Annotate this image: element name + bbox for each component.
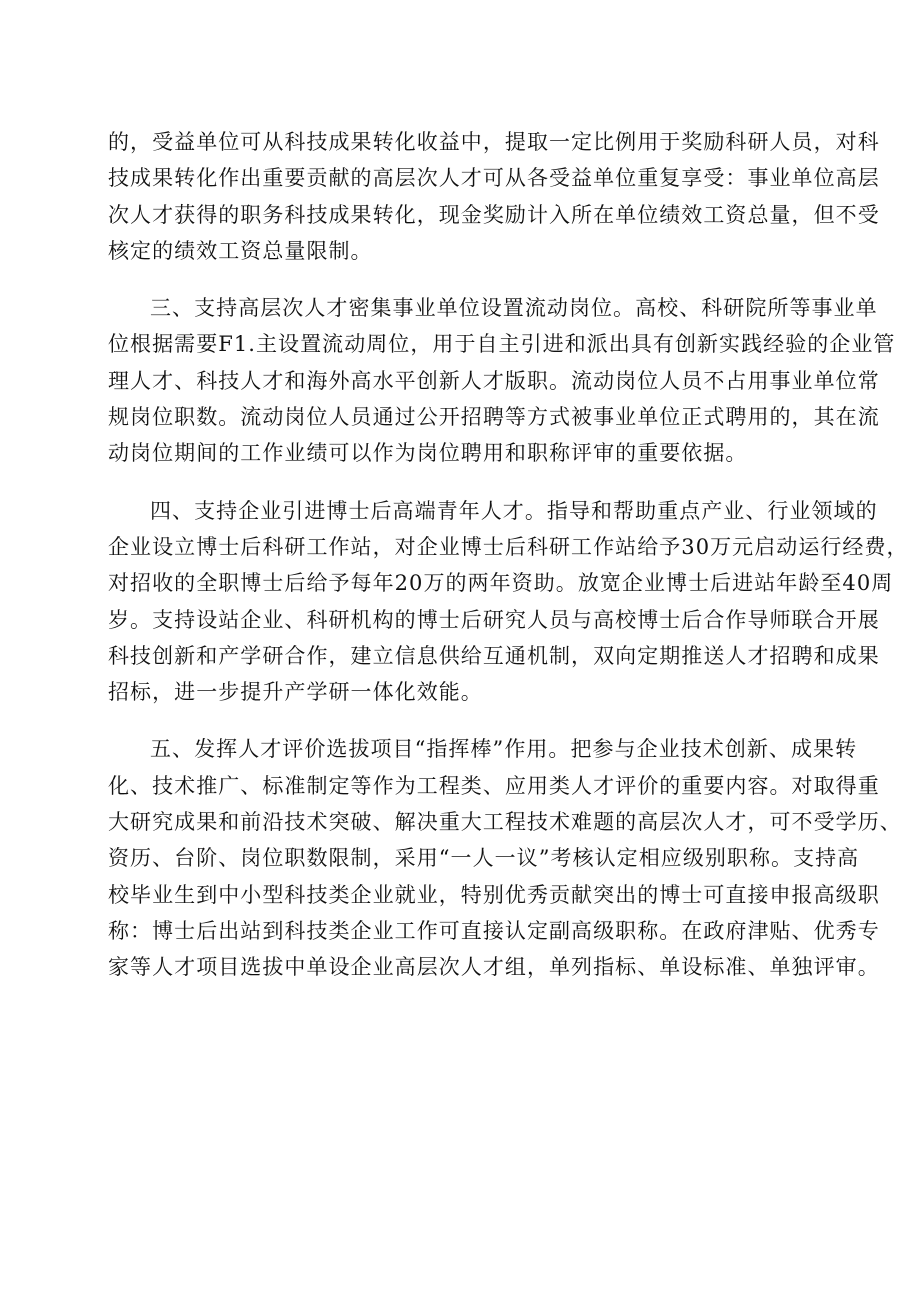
text-line: 化、技术推广、标准制定等作为工程类、应用类人才评价的重要内容。对取得重 [108, 773, 880, 798]
paragraph-section-3 [108, 290, 896, 471]
text-line: 校毕业生到中小型科技类企业就业，特别优秀贡献突出的博士可直接申报高级职 [108, 882, 880, 907]
text-line: 理人才、科技人才和海外高水平创新人才版职。流动岗位人员不占用事业单位常 [108, 368, 880, 393]
paragraph-section-5 [108, 731, 902, 985]
text-line: 对招收的全职博士后给予每年20万的两年资助。放宽企业博士后进站年龄至40周 [108, 571, 894, 596]
text-line: 五、发挥人才评价选拔项目“指挥棒”作用。把参与企业技术创新、成果转 [150, 737, 858, 762]
text-line: 企业设立博士后科研工作站，对企业博士后科研工作站给予30万元启动运行经费， [108, 534, 909, 559]
text-line: 四、支持企业引进博士后高端青年人才。指导和帮助重点产业、行业领域的 [150, 498, 878, 523]
text-line: 家等人才项目选拔中单设企业高层次人才组，单列指标、单设标准、单独评审。 [108, 955, 880, 980]
text-line: 的，受益单位可从科技成果转化收益中，提取一定比例用于奖励科研人员，对科 [108, 130, 880, 154]
text-line: 招标，进一步提升产学研一体化效能。 [108, 680, 483, 705]
document-page [108, 124, 909, 986]
text-line: 动岗位期间的工作业绩可以作为岗位聘用和职称评审的重要依据。 [108, 441, 748, 466]
text-line: 大研究成果和前沿技术突破、解决重大工程技术难题的高层次人才，可不受学历、 [108, 810, 902, 835]
paragraph-continuation [108, 124, 880, 269]
text-line: 资历、台阶、岗位职数限制，采用“一人一议”考核认定相应级别职称。支持高 [108, 846, 860, 871]
paragraph-section-4 [108, 493, 909, 711]
text-line: 规岗位职数。流动岗位人员通过公开招聘等方式被事业单位正式聘用的，其在流 [108, 405, 880, 430]
text-line: 三、支持高层次人才密集事业单位设置流动岗位。高校、科研院所等事业单 [150, 296, 878, 321]
text-line: 技成果转化作出重要贡献的高层次人才可从各受益单位重复享受：事业单位高层 [108, 166, 880, 191]
text-line: 次人才获得的职务科技成果转化，现金奖励计入所在单位绩效工资总量，但不受 [108, 202, 880, 227]
text-line: 岁。支持设站企业、科研机构的博士后研究人员与高校博士后合作导师联合开展 [108, 607, 880, 632]
text-line: 核定的绩效工资总量限制。 [108, 238, 373, 263]
text-line: 位根据需要F1.主设置流动周位，用于自主引进和派出具有创新实践经验的企业管 [108, 332, 896, 357]
text-line: 科技创新和产学研合作，建立信息供给互通机制，双向定期推送人才招聘和成果 [108, 643, 880, 668]
text-line: 称：博士后出站到科技类企业工作可直接认定副高级职称。在政府津贴、优秀专 [108, 918, 880, 943]
